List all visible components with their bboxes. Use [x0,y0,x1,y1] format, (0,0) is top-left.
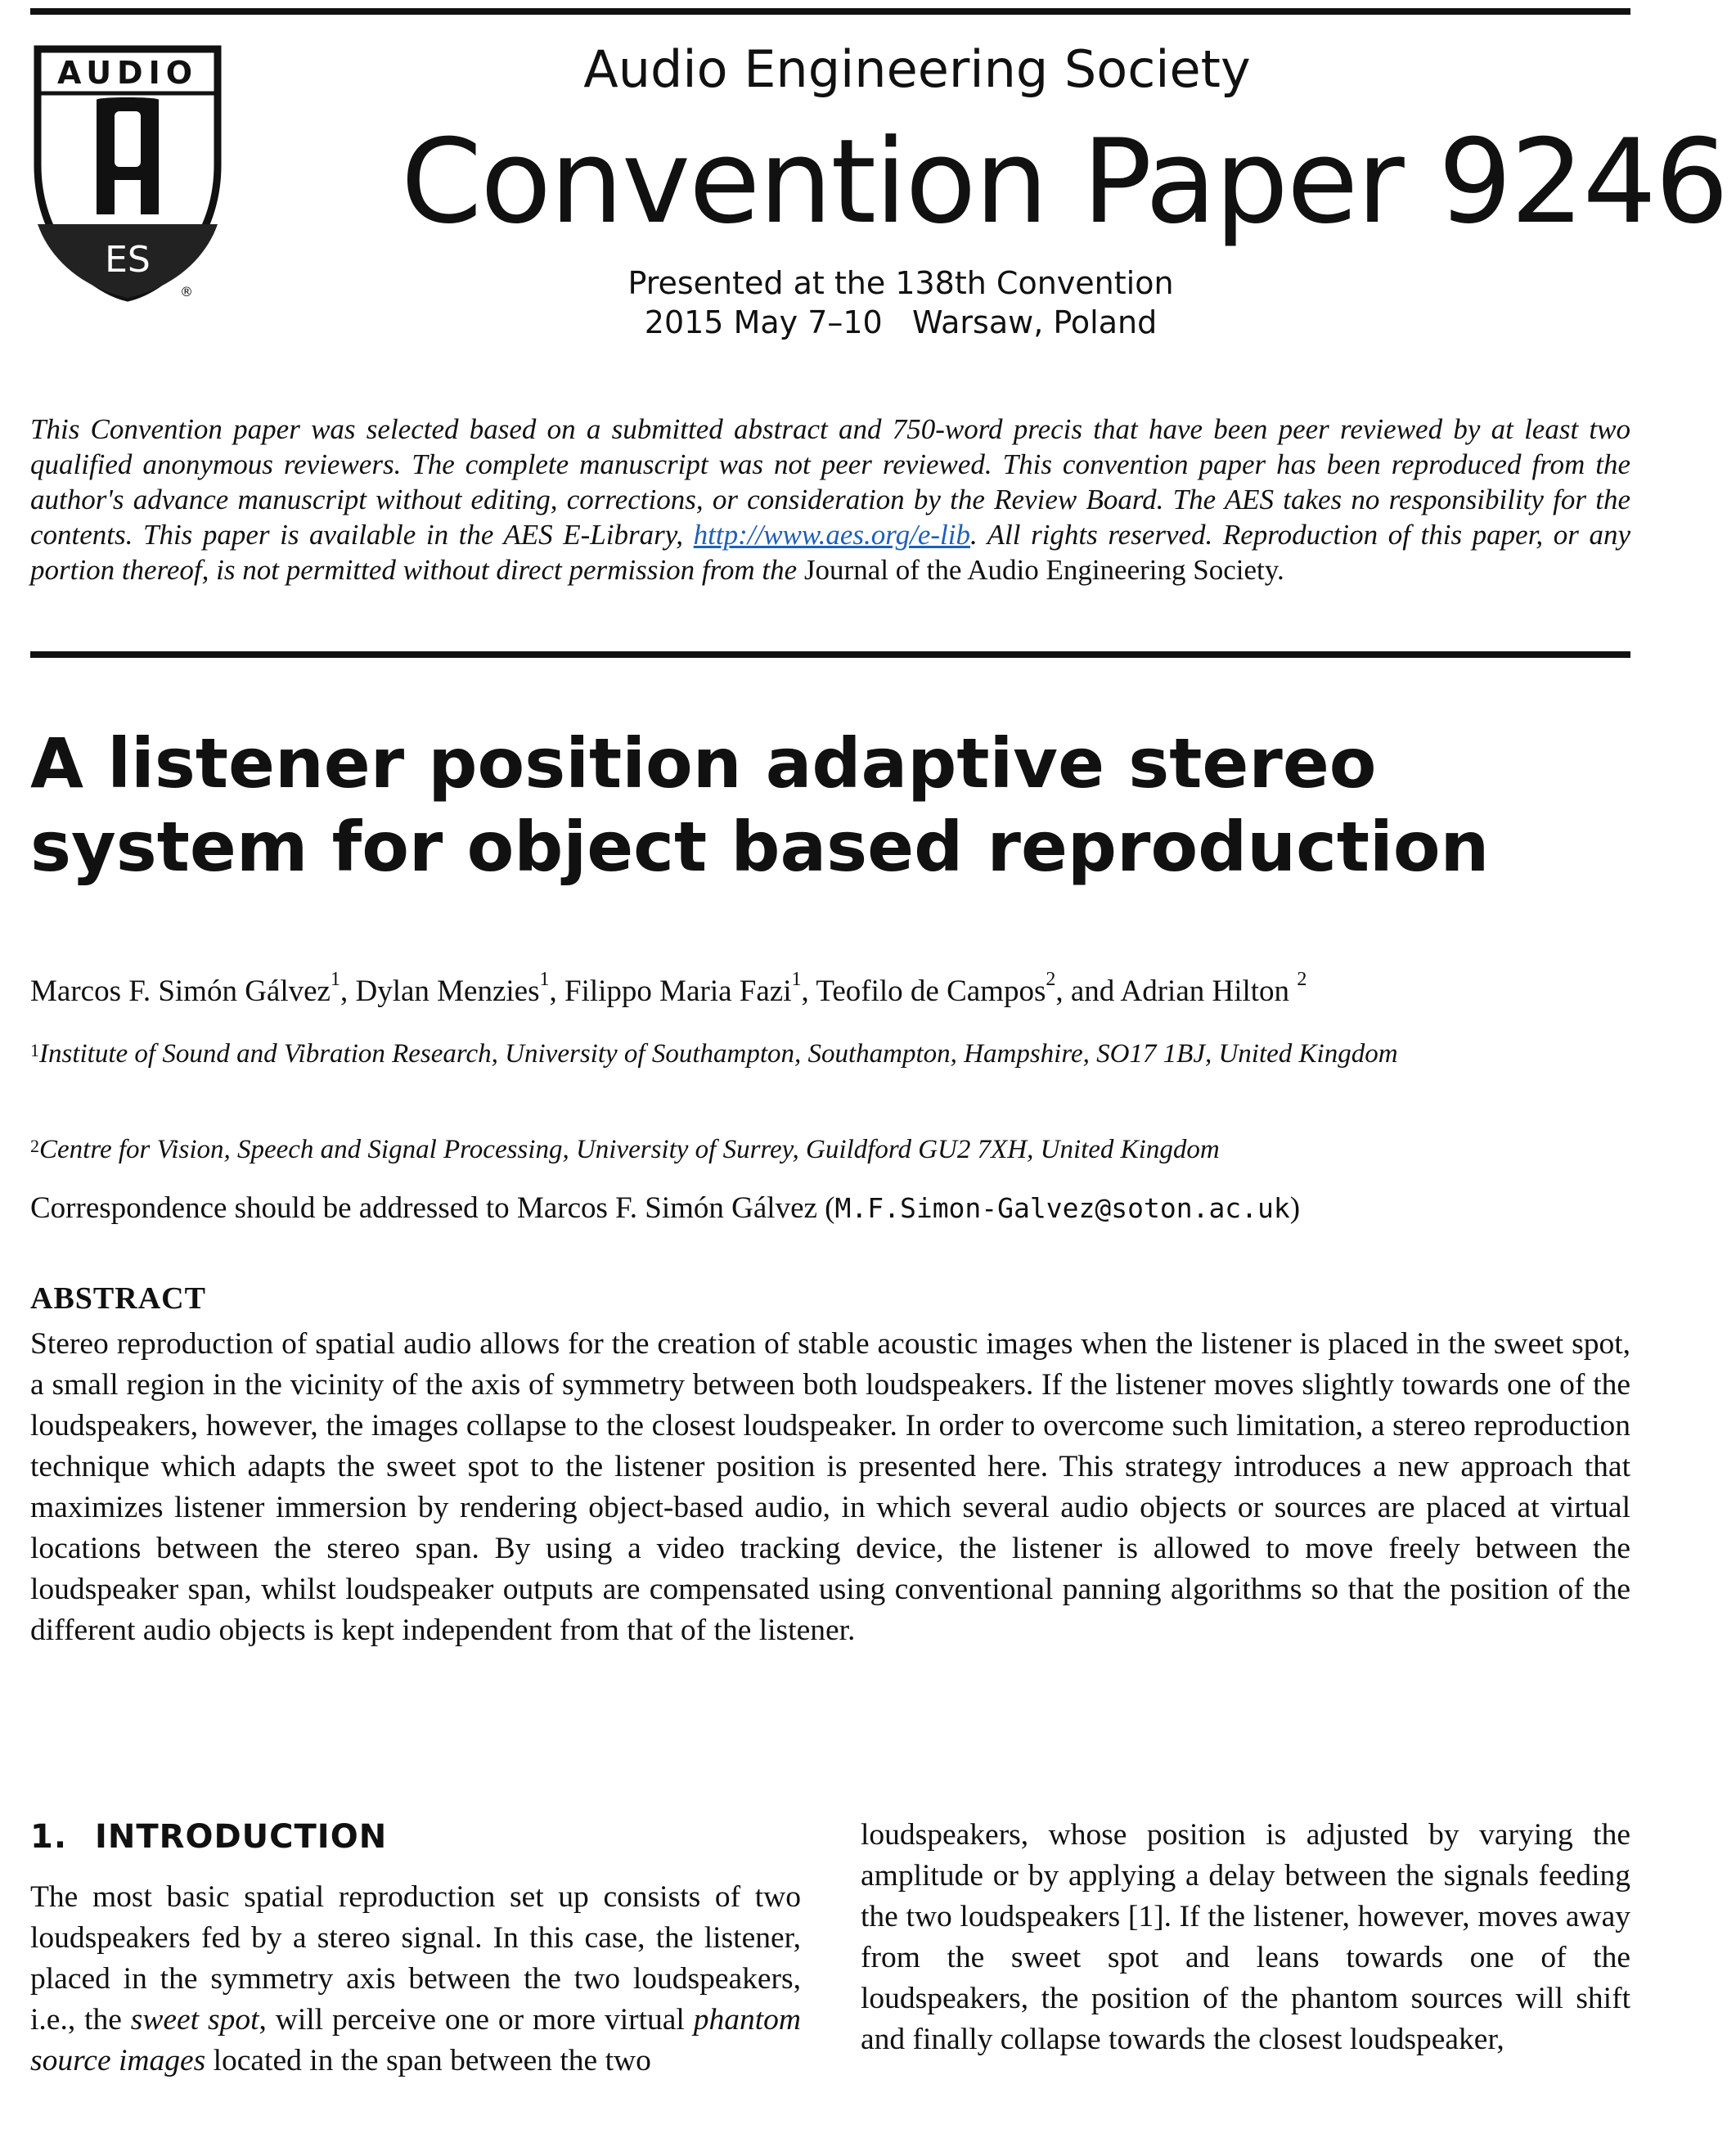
disclaimer-text: This Convention paper was selected based on a submitted abstract and 750-word precis that have been peer reviewed by at least two qualified anonymous reviewers. The complete manuscript was not peer reviewed. This convention paper has been reproduced from the author's advance manuscript without editing, corrections, or consideration by the Review Board. The AES takes no responsibility for the contents. This paper is available in the AES E-Library, [30,413,1630,551]
affiliation-2 [30,1131,1634,1168]
affiliation-1 [30,1035,1634,1073]
logo-bottom-text: ES [105,239,151,281]
presented-info [0,263,1736,342]
author-name: Dylan Menzies [355,974,540,1008]
presented-line-2: 2015 May 7–10 Warsaw, Poland [644,304,1158,340]
author-affiliation-mark: 1 [539,969,550,990]
author-affiliation-mark: 2 [1046,969,1056,990]
author-affiliation-mark: 1 [330,969,340,990]
body-text: located in the span between the two [205,2044,651,2077]
emphasis-term: phantom source images [30,2003,801,2077]
author-name: Marcos F. Simón Gálvez [30,974,331,1008]
top-rule [30,8,1630,15]
paper-title: A listener position adaptive stereo system for object based reproduction [30,723,1490,887]
disclaimer [30,412,1630,587]
abstract-text: Stereo reproduction of spatial audio allows for the creation of stable acoustic images when the listener is placed in the sweet spot, a small region in the vicinity of the axis of symmetry between both loudspeakers. If the listener moves slightly towards one of the loudspeakers, however, the images collapse to the closest loudspeaker. In order to overcome such limitation, a stereo reproduction technique which adapts the sweet spot to the listener position is presented here. This strategy introduces a new approach that maximizes listener immersion by rendering object-based audio, in which several audio objects or sources are placed at virtual locations between the stereo span. By using a video tracking device, the listener is allowed to move freely between the loudspeaker span, whilst loudspeaker outputs are compensated using conventional panning algorithms so that the position of the different audio objects is kept independent from that of the listener. [30,1327,1630,1647]
registered-mark: ® [180,284,193,299]
author-separator: , [340,974,356,1008]
correspondence-close: ) [1289,1191,1301,1225]
emphasis-term: sweet spot [130,2003,259,2037]
e-library-link[interactable]: http://www.aes.org/e-lib [693,519,970,551]
author-separator: , and [1055,974,1121,1008]
author-separator: , [801,974,816,1008]
body-text: The most basic spatial reproduction set up consists of two loudspeakers fed by a stereo signal. In this case, the listener, placed in the symmetry axis between the two loudspeakers, i.e., the [30,1880,801,2037]
correspondence [30,1191,1300,1226]
author-name: Adrian Hilton [1120,974,1298,1008]
convention-paper-title: Convention Paper 9246 [401,115,1728,250]
author-name: Teofilo de Campos [816,974,1046,1008]
section-number: 1. [30,1818,68,1856]
section-rule [30,651,1630,658]
society-name: Audio Engineering Society [583,39,1251,99]
affiliation-text: Centre for Vision, Speech and Signal Processing, University of Surrey, Guildford GU2 7XH, United Kingdom [39,1135,1220,1164]
author-affiliation-mark: 2 [1297,969,1307,990]
author-name: Filippo Maria Fazi [564,974,792,1008]
author-list [30,969,1634,1009]
section-heading [30,1818,387,1856]
author-affiliation-mark: 1 [791,969,802,990]
author-separator: , [549,974,565,1008]
body-column-left [30,1877,801,2082]
body-text: , will perceive one or more virtual [259,2003,694,2037]
affiliation-text: Institute of Sound and Vibration Research, University of Southampton, Southampton, Hampshire, SO17 1BJ, United Kingdom [39,1039,1398,1069]
journal-name: Journal of the Audio Engineering Society. [803,554,1284,586]
correspondence-text: Correspondence should be addressed to Marcos F. Simón Gálvez ( [30,1191,835,1225]
body-column-right: loudspeakers, whose position is adjusted by varying the amplitude or by applying a delay between the signals feeding the two loudspeakers [1]. If the listener, however, moves away from the sweet spot and leans towards one of the loudspeakers, the position of the phantom sources will shift and finally collapse towards the closest loudspeaker, [861,1818,1630,2056]
correspondence-email[interactable]: M.F.Simon-Galvez@soton.ac.uk [834,1192,1290,1224]
logo-top-text: AUDIO [56,55,199,91]
disclaimer-text-2: . All rights reserved. Reproduction of this paper, or any portion thereof, is not permitted without direct permission from the [30,519,1631,586]
affiliation-number: 1 [30,1040,39,1060]
abstract-heading: ABSTRACT [30,1281,206,1316]
section-title: INTRODUCTION [95,1818,388,1856]
presented-line-1: Presented at the 138th Convention [627,265,1174,301]
affiliation-number: 2 [30,1136,39,1156]
